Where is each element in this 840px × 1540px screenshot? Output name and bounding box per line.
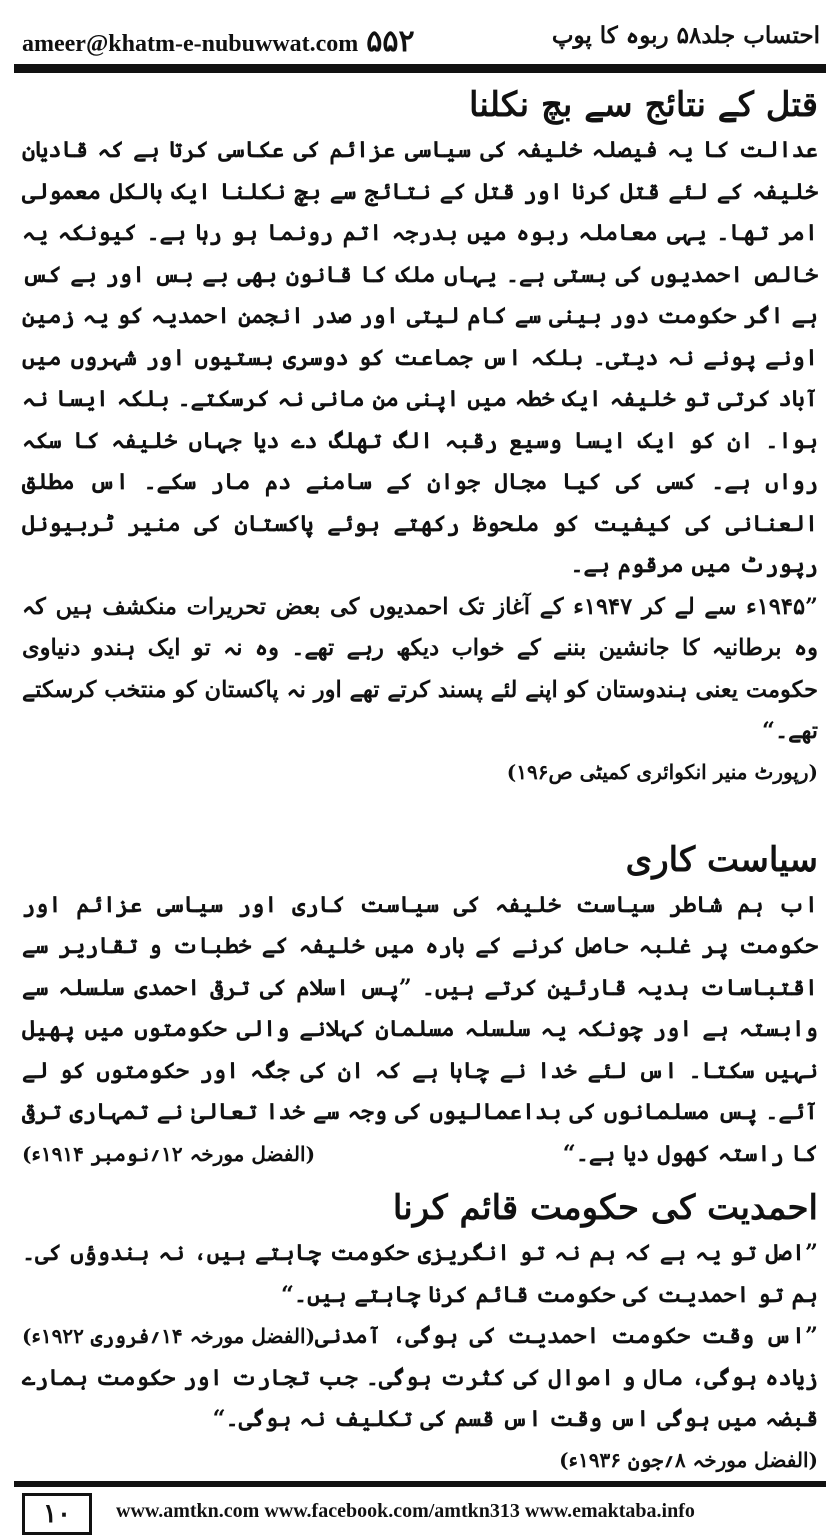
quote-munir-report: ”۱۹۴۵ء سے لے کر ۱۹۴۷ء کے آغاز تک احمدیوں کی بعض تحریرات منکشف ہیں کہ وہ برطانیہ کا جانشین بننے کے خواب دیکھ رہے تھے۔ وہ نہ تو ایک ہندو دنیاوی حکومت یعنی ہندوستان کو اپنے لئے پسند کرتے تھے اور نہ پاکستان کو منتخب کرسکتے تھے۔“ (22, 593, 818, 744)
header-rule (14, 64, 826, 73)
page-header (14, 18, 826, 62)
section-paragraph-court-verdict: عدالت کا یہ فیصلہ خلیفہ کی سیاسی عزائم کی عکاسی کرتا ہے کہ قادیان خلیفہ کے لئے قتل کرنا اور قتل کے نتائج سے بچ نکلنا ایک بالکل معمولی امر تھا۔ یہی معاملہ ربوہ میں بدرجہ اتم رونما ہو رہا ہے۔ کیونکہ یہ خالص احمدیوں کی بستی ہے۔ یہاں ملک کا قانون بھی بے بس اور بے کس ہے اگر حکومت دور بینی سے کام لیتی اور صدر انجمن احمدیہ کو یہ زمین اونے پونے نہ دیتی۔ بلکہ اس جماعت کو دوسری بستیوں اور شہروں میں آباد کرتی تو خلیفہ ایک خطہ میں اپنی من مانی نہ کرسکتے۔ بلکہ ایسا نہ ہوا۔ ان کو ایک ایسا وسیع رقبہ الگ تھلگ دے دیا جہاں خلیفہ کا سکہ رواں ہے۔ کسی کی کیا مجال جوان کے سامنے دم مار سکے۔ اس مطلق العنانی کی کیفیت کو ملحوظ رکھتے ہوئے پاکستان کی منیر ٹربیونل رپورٹ میں مرقوم ہے۔ (22, 137, 818, 578)
section-heading-escape-consequences: قتل کے نتائج سے بچ نکلنا (469, 85, 818, 125)
quote-alfazl-1922 (22, 1233, 818, 1348)
politics-text: اب ہم شاطر سیاست خلیفہ کی سیاست کاری اور سیاسی عزائم اور حکومت پر غلبہ حاصل کرنے کے بارہ میں خلیفہ کے خطبات و تقاریر سے اقتباسات ہدیہ قارئین کرتے ہیں۔ ”پس اسلام کی ترقی احمدی سلسلہ سے وابستہ ہے اور چونکہ یہ سلسلہ مسلمان کہلانے والی حکومتوں میں پھیل نہیں سکتا۔ اس لئے خدا نے چاہا ہے کہ ان کی جگہ اور حکومتوں کو لے آئے۔ پس مسلمانوں کی بداعمالیوں کی وجہ سے خدا تعالیٰ نے تمہاری ترقی کا راستہ کھول دیا ہے۔“ (22, 891, 818, 1167)
page-body (22, 80, 818, 1479)
citation-munir-report: (رپورٹ منیر انکوائری کمیٹی ص۱۹۶) (506, 759, 818, 784)
header-email[interactable]: ameer@khatm-e-nubuwwat.com (22, 31, 359, 57)
footer-website-links[interactable]: www.amtkn.com www.facebook.com/amtkn313 www.emaktaba.info (116, 1500, 695, 1522)
citation-alfazl-1936: (الفضل مورخہ ۸؍جون ۱۹۳۶ء) (559, 1447, 818, 1472)
citation-alfazl-1922: (الفضل مورخہ ۱۴؍فروری ۱۹۲۲ء) (22, 1324, 316, 1348)
header-book-title: احتساب جلد۵۸ ربوہ کا پوپ (551, 22, 820, 49)
header-page-ref: ۵۵۲ (366, 25, 415, 58)
quote-alfazl-1922-text: ”اصل تو یہ ہے کہ ہم نہ تو انگریزی حکومت چاہتے ہیں، نہ ہندوؤں کی۔ ہم تو احمدیت کی حکومت قائم کرنا چاہتے ہیں۔“ (22, 1240, 818, 1308)
section-heading-politics: سیاست کاری (625, 839, 818, 880)
section-heading-ahmadiyya-rule: احمدیت کی حکومت قائم کرنا (392, 1188, 818, 1228)
footer-rule (14, 1481, 826, 1487)
citation-alfazl-1914: (الفضل مورخہ ۱۲؍نومبر ۱۹۱۴ء) (22, 1141, 316, 1166)
header-left (22, 24, 415, 59)
section-spacer (22, 1175, 818, 1183)
page-number-box: ۱۰ (22, 1493, 92, 1535)
section-paragraph-politics (22, 885, 818, 1176)
section-spacer (22, 791, 818, 835)
quote-alfazl-1936: ”اس وقت حکومت احمدیت کی ہوگی، آمدنی زیادہ ہوگی، مال و اموال کی کثرت ہوگی۔ جب تجارت اور حکومت ہمارے قبضہ میں ہوگی اس وقت اس قسم کی تکلیف نہ ہوگی۔“ (22, 1323, 818, 1432)
